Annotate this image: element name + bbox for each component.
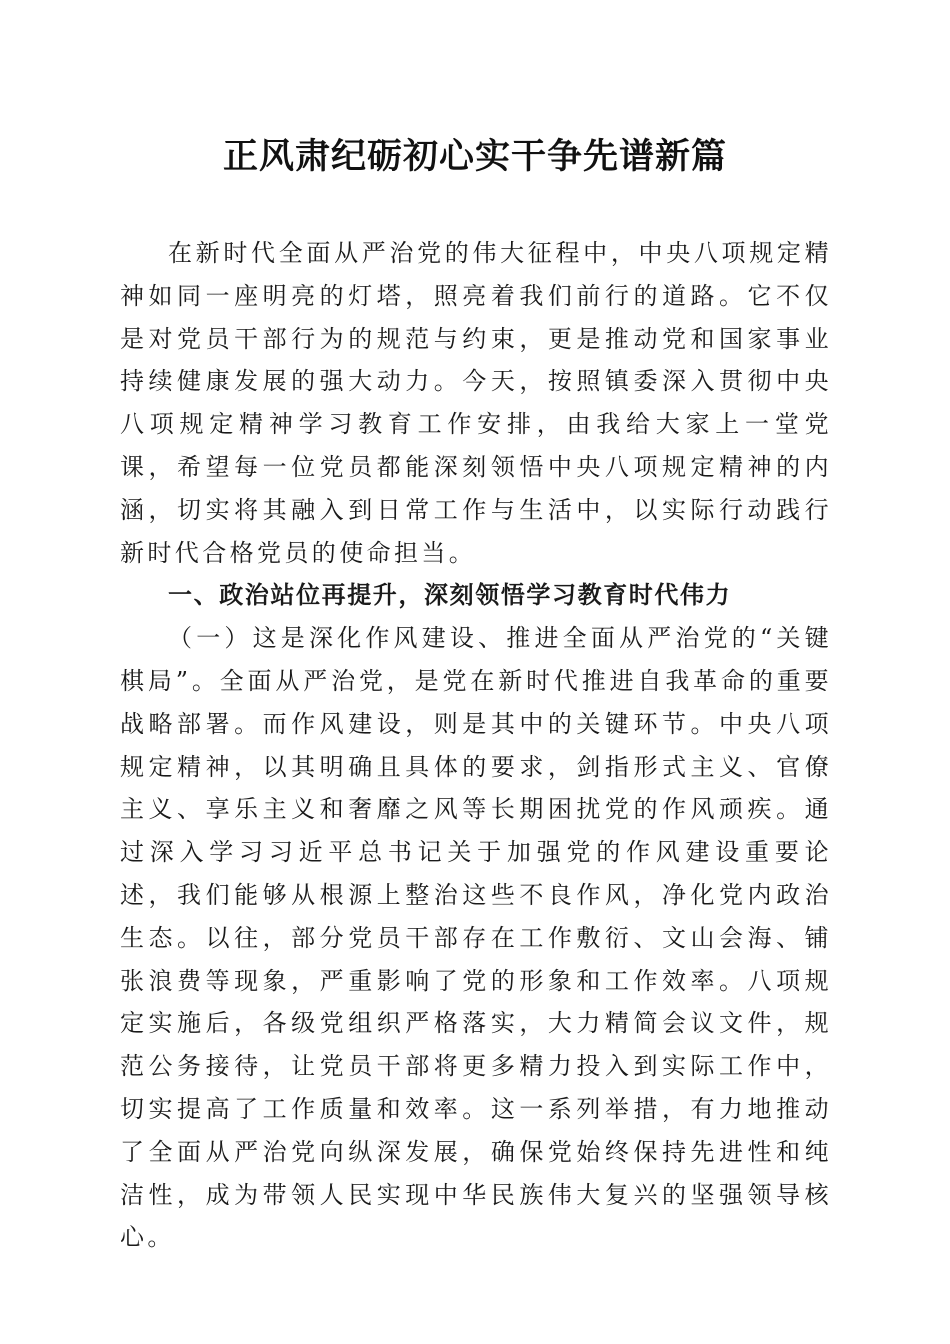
- document-body: [120, 232, 832, 1259]
- section-heading: 一、政治站位再提升，深刻领悟学习教育时代伟力: [168, 581, 732, 610]
- document-title: 正风肃纪砺初心实干争先谱新篇: [222, 136, 727, 177]
- intro-paragraph: 在新时代全面从严治党的伟大征程中，中央八项规定精神如同一座明亮的灯塔，照亮着我们前行的道路。它不仅是对党员干部行为的规范与约束，更是推动党和国家事业持续健康发展的强大动力。今天，按照镇委深入贯彻中央八项规定精神学习教育工作安排，由我给大家上一堂党课，希望每一位党员都能深刻领悟中央八项规定精神的内涵，切实将其融入到日常工作与生活中，以实际行动践行新时代合格党员的使命担当。: [120, 239, 832, 567]
- subsection-paragraph: （一）这是深化作风建设、推进全面从严治党的“关键棋局”。全面从严治党，是党在新时代推进自我革命的重要战略部署。而作风建设，则是其中的关键环节。中央八项规定精神，以其明确且具体的要求，剑指形式主义、官僚主义、享乐主义和奢靡之风等长期困扰党的作风顽疾。通过深入学习习近平总书记关于加强党的作风建设重要论述，我们能够从根源上整治这些不良作风，净化党内政治生态。以往，部分党员干部存在工作敷衍、文山会海、铺张浪费等现象，严重影响了党的形象和工作效率。八项规定实施后，各级党组织严格落实，大力精简会议文件，规范公务接待，让党员干部将更多精力投入到实际工作中，切实提高了工作质量和效率。这一系列举措，有力地推动了全面从严治党向纵深发展，确保党始终保持先进性和纯洁性，成为带领人民实现中华民族伟大复兴的坚强领导核心。: [120, 624, 832, 1252]
